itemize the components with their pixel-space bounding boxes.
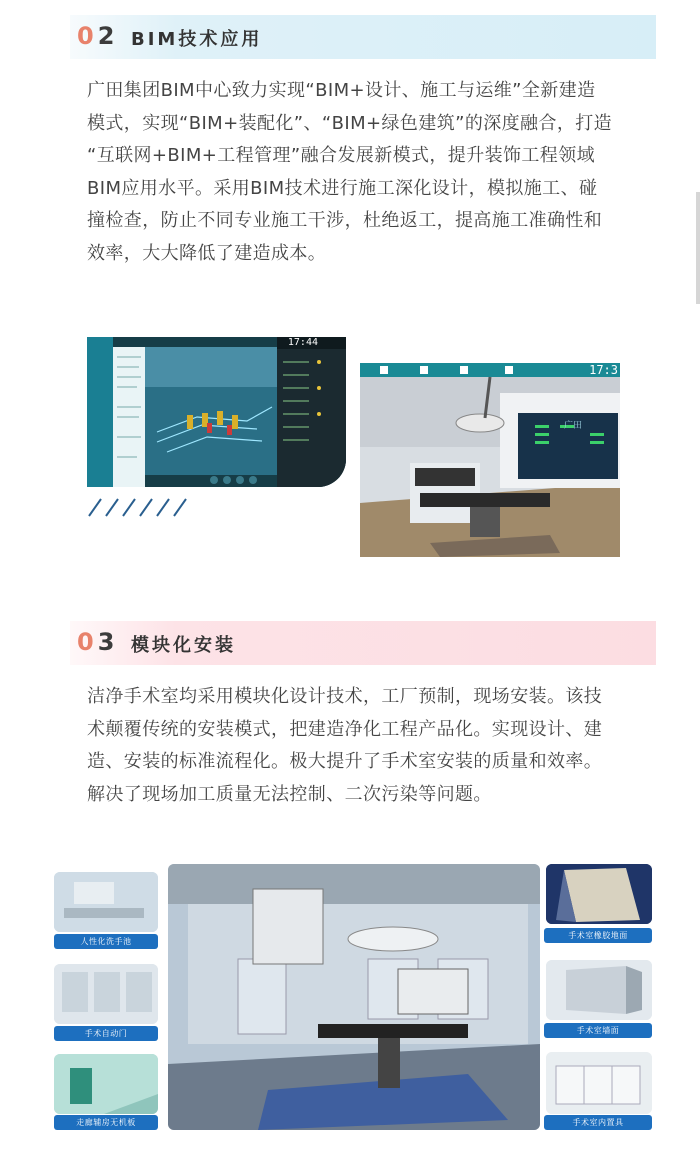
section-number-text xyxy=(77,628,118,656)
section-number-digit: 3 xyxy=(97,628,119,656)
screen-label: 广田 xyxy=(564,421,583,431)
paragraph-line: 解决了现场加工质量无法控制、二次污染等问题。 xyxy=(87,783,492,805)
section-number xyxy=(77,22,118,50)
decorative-slashes xyxy=(87,496,197,520)
wall-panel-graphic xyxy=(546,960,652,1020)
section-paragraph xyxy=(87,75,627,270)
thumbnail-cabinet xyxy=(546,1052,652,1114)
bim-model-screenshot xyxy=(87,337,346,487)
caption: 人性化洗手池 xyxy=(54,934,158,949)
section-number-text xyxy=(77,22,118,50)
scroll-indicator[interactable] xyxy=(696,192,700,304)
paragraph-line: 效率，大大降低了建造成本。 xyxy=(87,242,327,264)
operating-room-render xyxy=(360,363,620,557)
caption: 手术室橡胶地面 xyxy=(544,928,652,943)
paragraph-line: 模式，实现“BIM+装配化”、“BIM+绿色建筑”的深度融合，打造 xyxy=(87,112,613,134)
operating-room-photo xyxy=(168,864,540,1130)
operating-room-graphic xyxy=(360,363,620,557)
washbasin-graphic xyxy=(54,872,158,932)
caption: 走廊辅房无机板 xyxy=(54,1115,158,1130)
caption: 手术自动门 xyxy=(54,1026,158,1041)
section-number-digit: 2 xyxy=(97,22,119,50)
cabinet-graphic xyxy=(546,1052,652,1114)
section-title: 模块化安装 xyxy=(131,635,236,656)
thumbnail-wall-panel xyxy=(546,960,652,1020)
paragraph-line: 术颠覆传统的安装模式，把建造净化工程产品化。实现设计、建 xyxy=(87,718,603,740)
paragraph-line: 造、安装的标准流程化。极大提升了手术室安装的质量和效率。 xyxy=(87,751,603,772)
paragraph-line: BIM应用水平。采用BIM技术进行施工深化设计，模拟施工、碰 xyxy=(87,177,598,199)
clock-readout: 17:44 xyxy=(287,337,318,348)
section-number-digit: 0 xyxy=(77,22,98,50)
clock-readout: 17:3 xyxy=(589,363,618,377)
bim-model-graphic xyxy=(87,337,346,487)
auto-door-graphic xyxy=(54,964,158,1024)
caption: 手术室内置具 xyxy=(544,1115,652,1130)
section-number-digit: 0 xyxy=(77,628,98,656)
rubber-floor-graphic xyxy=(546,864,652,924)
paragraph-line: 洁净手术室均采用模块化设计技术，工厂预制，现场安装。该技 xyxy=(87,686,603,707)
thumbnail-rubber-floor xyxy=(546,864,652,924)
paragraph-line: 广田集团BIM中心致力实现“BIM+设计、施工与运维”全新建造 xyxy=(87,80,596,101)
corridor-graphic xyxy=(54,1054,158,1114)
caption: 手术室墙面 xyxy=(544,1023,652,1038)
section-paragraph xyxy=(87,681,627,811)
paragraph-line: “互联网+BIM+工程管理”融合发展新模式，提升装饰工程领域 xyxy=(87,145,595,166)
operating-room-photo-graphic xyxy=(168,864,540,1130)
modular-installation-composite xyxy=(52,862,654,1132)
section-number xyxy=(77,628,118,656)
paragraph-line: 撞检查，防止不同专业施工干涉，杜绝返工，提高施工准确性和 xyxy=(87,210,603,231)
thumbnail-corridor xyxy=(54,1054,158,1114)
thumbnail-auto-door xyxy=(54,964,158,1024)
section-title: BIM技术应用 xyxy=(131,29,263,50)
thumbnail-washbasin xyxy=(54,872,158,932)
